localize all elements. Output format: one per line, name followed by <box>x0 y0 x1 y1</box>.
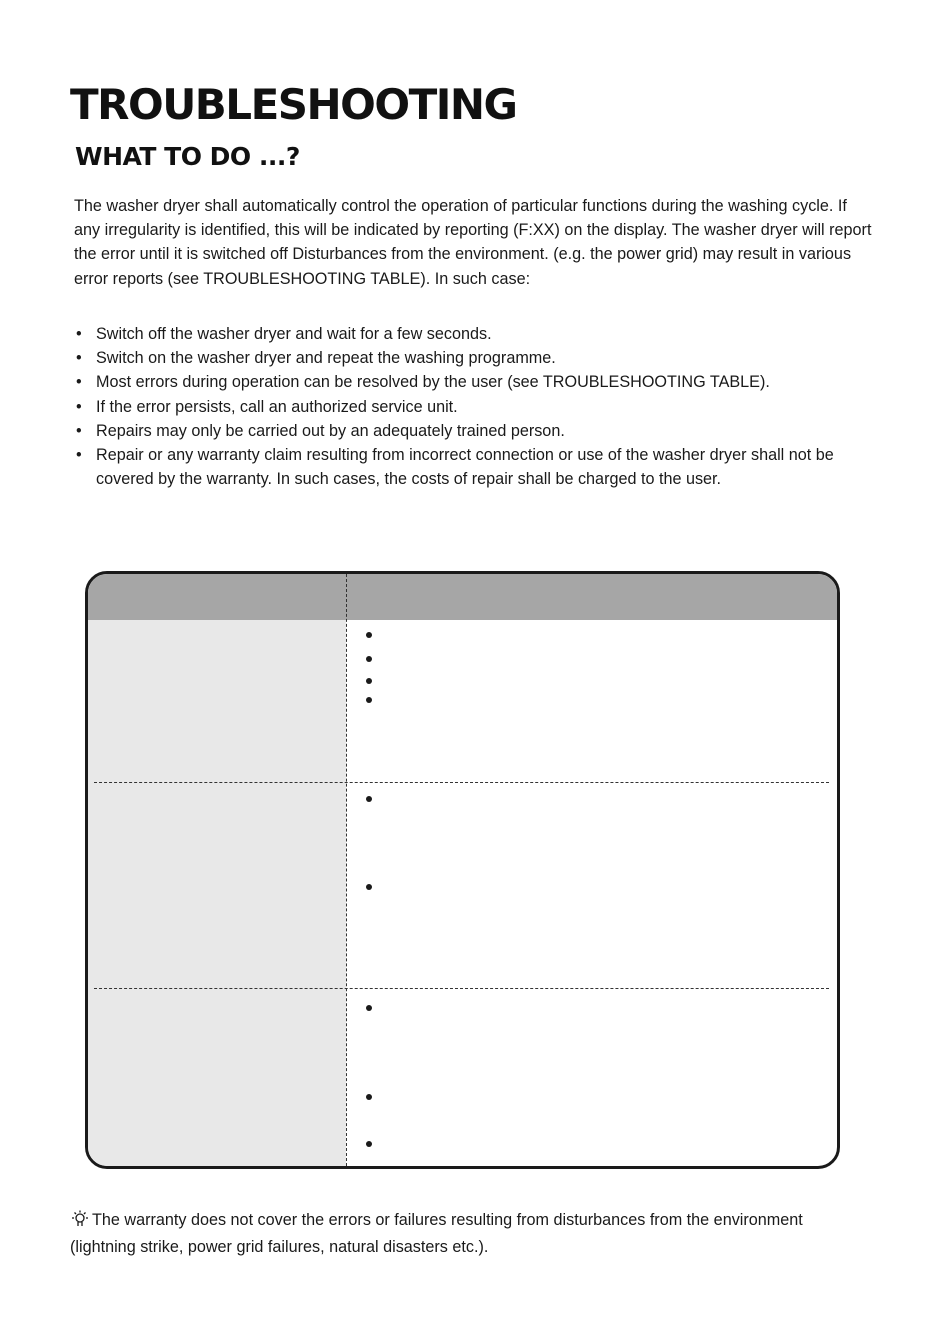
bullet-dot <box>366 678 372 684</box>
troubleshooting-table <box>85 571 840 1169</box>
problem-column <box>88 620 346 1166</box>
bullet-dot <box>366 884 372 890</box>
list-item: • Repairs may only be carried out by an adequately trained person. <box>74 419 854 443</box>
instruction-list <box>74 322 854 491</box>
bullet-dot <box>366 1005 372 1011</box>
lightbulb-icon <box>70 1210 92 1235</box>
intro-paragraph: The washer dryer shall automatically control the operation of particular functions during the washing cycle. If any irregularity is identified, this will be indicated by reporting (F:XX) on the display. The washer dryer will report the error until it is switched off Disturbances from the environment. (e.g. the power grid) may result in various error reports (see TROUBLESHOOTING TABLE). In such case: <box>74 197 872 288</box>
list-item: • If the error persists, call an authorized service unit. <box>74 395 854 419</box>
list-item: • Switch off the washer dryer and wait for a few seconds. <box>74 322 854 346</box>
row-divider <box>94 782 829 783</box>
page-subtitle: WHAT TO DO ...? <box>75 142 300 171</box>
bullet-dot <box>366 1141 372 1147</box>
list-item: • Switch on the washer dryer and repeat the washing programme. <box>74 346 854 370</box>
bullet-dot <box>366 1094 372 1100</box>
list-item: • Repair or any warranty claim resulting from incorrect connection or use of the washer dryer shall not be covered by the warranty. In such cases, the costs of repair shall be charged to the user. <box>74 443 854 491</box>
column-divider <box>346 574 347 1166</box>
page-title: TROUBLESHOOTING <box>70 80 517 129</box>
warranty-note <box>70 1208 850 1259</box>
bullet-dot <box>366 632 372 638</box>
bullet-dot <box>366 656 372 662</box>
bullet-dot <box>366 697 372 703</box>
table-header <box>88 574 837 620</box>
list-item: • Most errors during operation can be resolved by the user (see TROUBLESHOOTING TABLE). <box>74 370 854 394</box>
row-divider <box>94 988 829 989</box>
warranty-note-text: The warranty does not cover the errors or failures resulting from disturbances from the environment (lightning strike, power grid failures, natural disasters etc.). <box>70 1211 803 1257</box>
bullet-dot <box>366 796 372 802</box>
